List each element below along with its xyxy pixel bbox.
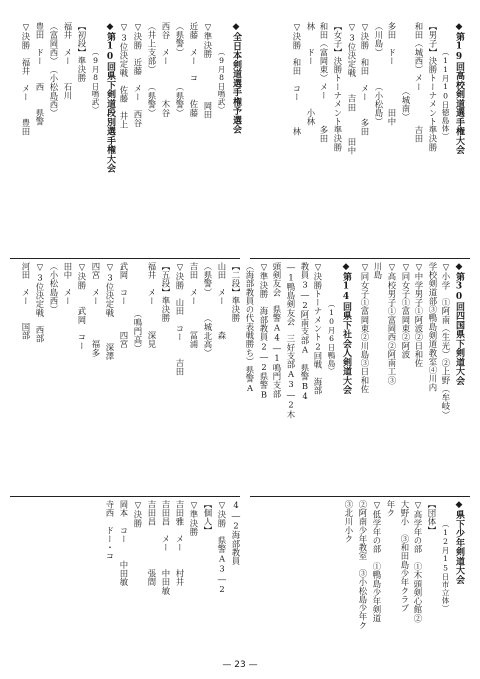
- text-column: 山田 メー 森: [217, 262, 227, 340]
- text-column: 寺西 ドー・コ: [105, 500, 115, 561]
- text-column: ▽決勝 福井 メー 豊田: [21, 22, 31, 136]
- text-column: （小松島西）: [49, 262, 59, 314]
- text-column: （11月10日徳島体）: [441, 48, 450, 140]
- text-column: ▽高学年の部 ①木頭剣心館②: [413, 500, 423, 623]
- divider-rule: [250, 258, 470, 259]
- text-column: （県警） （城北高）: [203, 262, 213, 358]
- text-column: 吉田雅 メー 村井: [175, 500, 185, 587]
- text-column: （12月15日市立体）: [441, 520, 450, 612]
- text-column: 吉田昌 メー 中田敏: [161, 500, 171, 596]
- text-column: 多田 ドー 田中: [387, 22, 397, 126]
- text-column: （城南）: [401, 22, 411, 122]
- text-column: ▽3位決定戦 佐藤 井上: [119, 22, 129, 129]
- text-column: ▽準決勝 海部教員2―2県警B: [259, 262, 269, 400]
- text-column: 【五段】準決勝: [161, 262, 171, 323]
- text-column: （海部教員の代表戦勝ち）県警A: [245, 262, 255, 394]
- text-column: ▽決勝: [133, 500, 143, 528]
- text-column: ▽同女子①富岡東②川島③日和佐: [360, 262, 370, 394]
- text-column: 【初段】準決勝: [77, 22, 87, 83]
- text-column: 教員3―2阿南支部A 県警B4: [300, 262, 310, 402]
- text-column: ③北川小ク: [344, 500, 354, 544]
- text-column: ▽3位決定戦 西部: [35, 262, 45, 343]
- text-column: 吉田昌 張間: [147, 500, 157, 587]
- text-column: 川島: [373, 262, 383, 280]
- text-column: ▽3位決定戦 吉田 田中: [347, 22, 357, 155]
- text-column: 林 ドー 小林: [306, 22, 316, 126]
- text-column: 学校剣道部③鴨島剣道教室④川内: [428, 262, 438, 392]
- text-column: ▽決勝 山田 コー 吉田: [175, 262, 185, 376]
- text-column: ▽決勝 近藤 メー 西谷: [133, 22, 143, 128]
- text-column: （県警） （県警）: [175, 22, 185, 118]
- text-column: 頭剣友会 県警A4―1鳴門支部: [272, 262, 282, 399]
- text-column: （富岡西） （小松島西）: [49, 22, 59, 118]
- text-column: 岡本 コー 中田敏: [119, 500, 129, 587]
- page-number: — 23 —: [222, 660, 258, 670]
- text-column: 四宮 メー 福多: [91, 262, 101, 358]
- text-column: ▽準決勝: [189, 500, 199, 537]
- divider-rule: [250, 496, 470, 497]
- text-column: ▽同女子①富岡東②阿波: [401, 262, 411, 359]
- text-column: ▽小学 ①阿南（生光）②上野（牟岐）: [441, 262, 451, 420]
- section-heading: ◆県下少年剣道大会: [454, 500, 464, 585]
- text-column: 河田 メー 国部: [21, 262, 31, 340]
- text-column: 【女子】決勝トーナメント準決勝: [333, 22, 343, 152]
- text-column: ▽決勝 和田 コー 林: [292, 22, 302, 136]
- text-column: ▽決勝 県警A3―2: [217, 500, 227, 595]
- text-column: ②阿南少年教室 ③小松島少年ク: [358, 500, 368, 630]
- text-column: 【二段】準決勝: [231, 262, 241, 323]
- text-column: ▽準決勝 岡田: [203, 22, 213, 119]
- text-column: （10月6日鴨島）: [327, 300, 336, 375]
- text-column: 豊田 ドー 西 県警: [35, 22, 45, 126]
- text-column: （鳴門高）: [133, 262, 143, 353]
- text-column: 和田（城西）メー 吉田: [414, 22, 424, 143]
- section-heading: ◆第30回四国県下剣道大会: [454, 262, 464, 386]
- text-column: （9月8日鳴武）: [217, 48, 226, 114]
- text-column: ―1鴨島剣友会 三好支部A3―2木: [286, 262, 296, 419]
- section-heading: ◆第10回県下剣道段別選手権大会: [105, 22, 115, 173]
- section-heading: ◆全日本剣道選手権予選会: [231, 22, 241, 134]
- text-column: 吉田 メー 冨浦: [189, 262, 199, 349]
- text-column: ▽低学年の部 ①鴨島少年剣道: [372, 500, 382, 623]
- section-heading: ◆第14回県下社会人剣道大会: [341, 262, 351, 395]
- text-column: ▽中学男子①阿波②日和佐: [414, 262, 424, 368]
- text-column: 近藤 メー コ 佐藤: [189, 22, 199, 118]
- text-column: 【男子】決勝トーナメント準決勝: [428, 22, 438, 152]
- text-column: （井上支部） （県警）: [147, 22, 157, 118]
- text-column: 【個人】: [203, 500, 213, 535]
- text-column: 大野小 ③和田島少年クラブ: [400, 500, 410, 613]
- text-column: （川島） （小松島）: [374, 22, 384, 126]
- divider-rule: [10, 258, 240, 259]
- text-column: 4―2海部教員: [231, 500, 241, 566]
- text-column: 福井 メー 深見: [147, 262, 157, 349]
- text-column: ▽3位決定戦 深澤: [105, 262, 115, 361]
- divider-rule: [10, 496, 240, 497]
- text-column: 武岡 コー 四宮: [119, 262, 129, 349]
- section-heading: ◆第19回高校剣道選手権大会: [454, 22, 464, 155]
- text-column: 福井 メー 石川: [63, 22, 73, 100]
- text-column: 【団体】: [427, 500, 437, 535]
- text-column: ▽高校男子①富岡西②阿南工③: [387, 262, 397, 385]
- text-column: 年ク: [386, 500, 396, 518]
- text-column: （9月8日鳴武）: [91, 48, 100, 114]
- text-column: 田中 メー: [63, 262, 73, 306]
- text-column: 西谷 メー 木谷: [161, 22, 171, 118]
- text-column: ▽決勝 武岡 コー: [77, 262, 87, 351]
- text-column: 和田（富岡東）メー 多田: [319, 22, 329, 143]
- text-column: ▽決勝トーナメント2回戦 海部: [313, 262, 323, 395]
- text-column: ▽決勝 和田 メー 多田: [360, 22, 370, 136]
